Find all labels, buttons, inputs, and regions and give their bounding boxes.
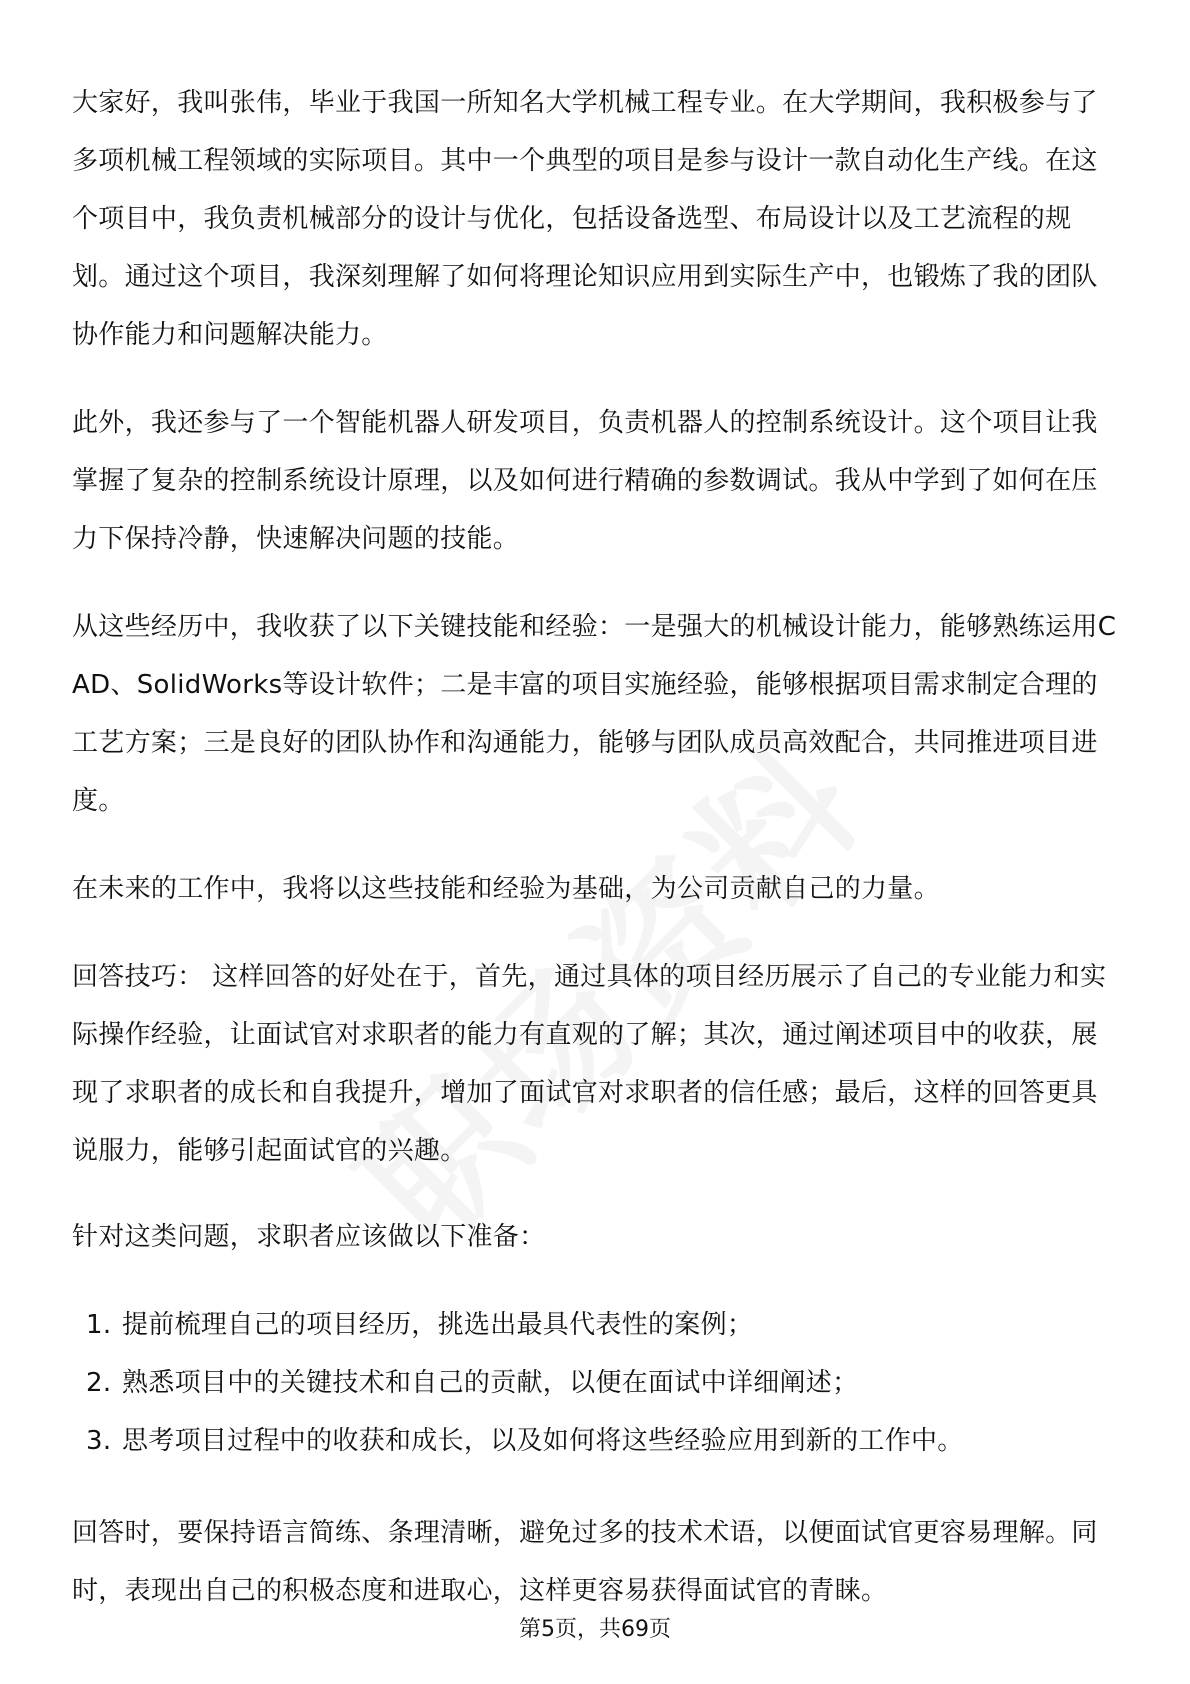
paragraph-robot-project: 此外，我还参与了一个智能机器人研发项目，负责机器人的控制系统设计。这个项目让我掌握了复杂的控制系统设计原理，以及如何进行精确的参数调试。我从中学到了如何在压力下保持冷静，快速解决问题的技能。 — [72, 408, 1098, 554]
page-content — [72, 74, 1122, 1650]
paragraph-future: 在未来的工作中，我将以这些技能和经验为基础，为公司贡献自己的力量。 — [72, 874, 940, 904]
paragraph-skills: 从这些经历中，我收获了以下关键技能和经验：一是强大的机械设计能力，能够熟练运用CAD、SolidWorks等设计软件；二是丰富的项目实施经验，能够根据项目需求制定合理的工艺方案；三是良好的团队协作和沟通能力，能够与团队成员高效配合，共同推进项目进度。 — [72, 612, 1117, 816]
page-number: 第5页，共69页 — [519, 1617, 671, 1642]
list-item-text: 提前梳理自己的项目经历，挑选出最具代表性的案例； — [122, 1310, 754, 1340]
list-item-number: 3. — [86, 1426, 112, 1456]
paragraph-intro: 大家好，我叫张伟，毕业于我国一所知名大学机械工程专业。在大学期间，我积极参与了多项机械工程领域的实际项目。其中一个典型的项目是参与设计一款自动化生产线。在这个项目中，我负责机械部分的设计与优化，包括设备选型、布局设计以及工艺流程的规划。通过这个项目，我深刻理解了如何将理论知识应用到实际生产中，也锻炼了我的团队协作能力和问题解决能力。 — [72, 88, 1098, 350]
list-item-number: 1. — [86, 1310, 112, 1340]
list-item — [72, 1296, 1122, 1354]
list-item-number: 2. — [86, 1368, 112, 1398]
list-item-text: 熟悉项目中的关键技术和自己的贡献，以便在面试中详细阐述； — [122, 1368, 859, 1398]
paragraph-answer-tips: 回答技巧： 这样回答的好处在于，首先，通过具体的项目经历展示了自己的专业能力和实际操作经验，让面试官对求职者的能力有直观的了解；其次，通过阐述项目中的收获，展现了求职者的成长和自我提升，增加了面试官对求职者的信任感；最后，这样的回答更具说服力，能够引起面试官的兴趣。 — [72, 962, 1107, 1166]
preparation-list — [72, 1296, 1122, 1470]
list-item — [72, 1412, 1122, 1470]
paragraph-preparation-intro: 针对这类问题，求职者应该做以下准备： — [72, 1222, 546, 1252]
paragraph-closing: 回答时，要保持语言简练、条理清晰，避免过多的技术术语，以便面试官更容易理解。同时，表现出自己的积极态度和进取心，这样更容易获得面试官的青睐。 — [72, 1518, 1098, 1606]
list-item-text: 思考项目过程中的收获和成长，以及如何将这些经验应用到新的工作中。 — [122, 1426, 964, 1456]
list-item — [72, 1354, 1122, 1412]
